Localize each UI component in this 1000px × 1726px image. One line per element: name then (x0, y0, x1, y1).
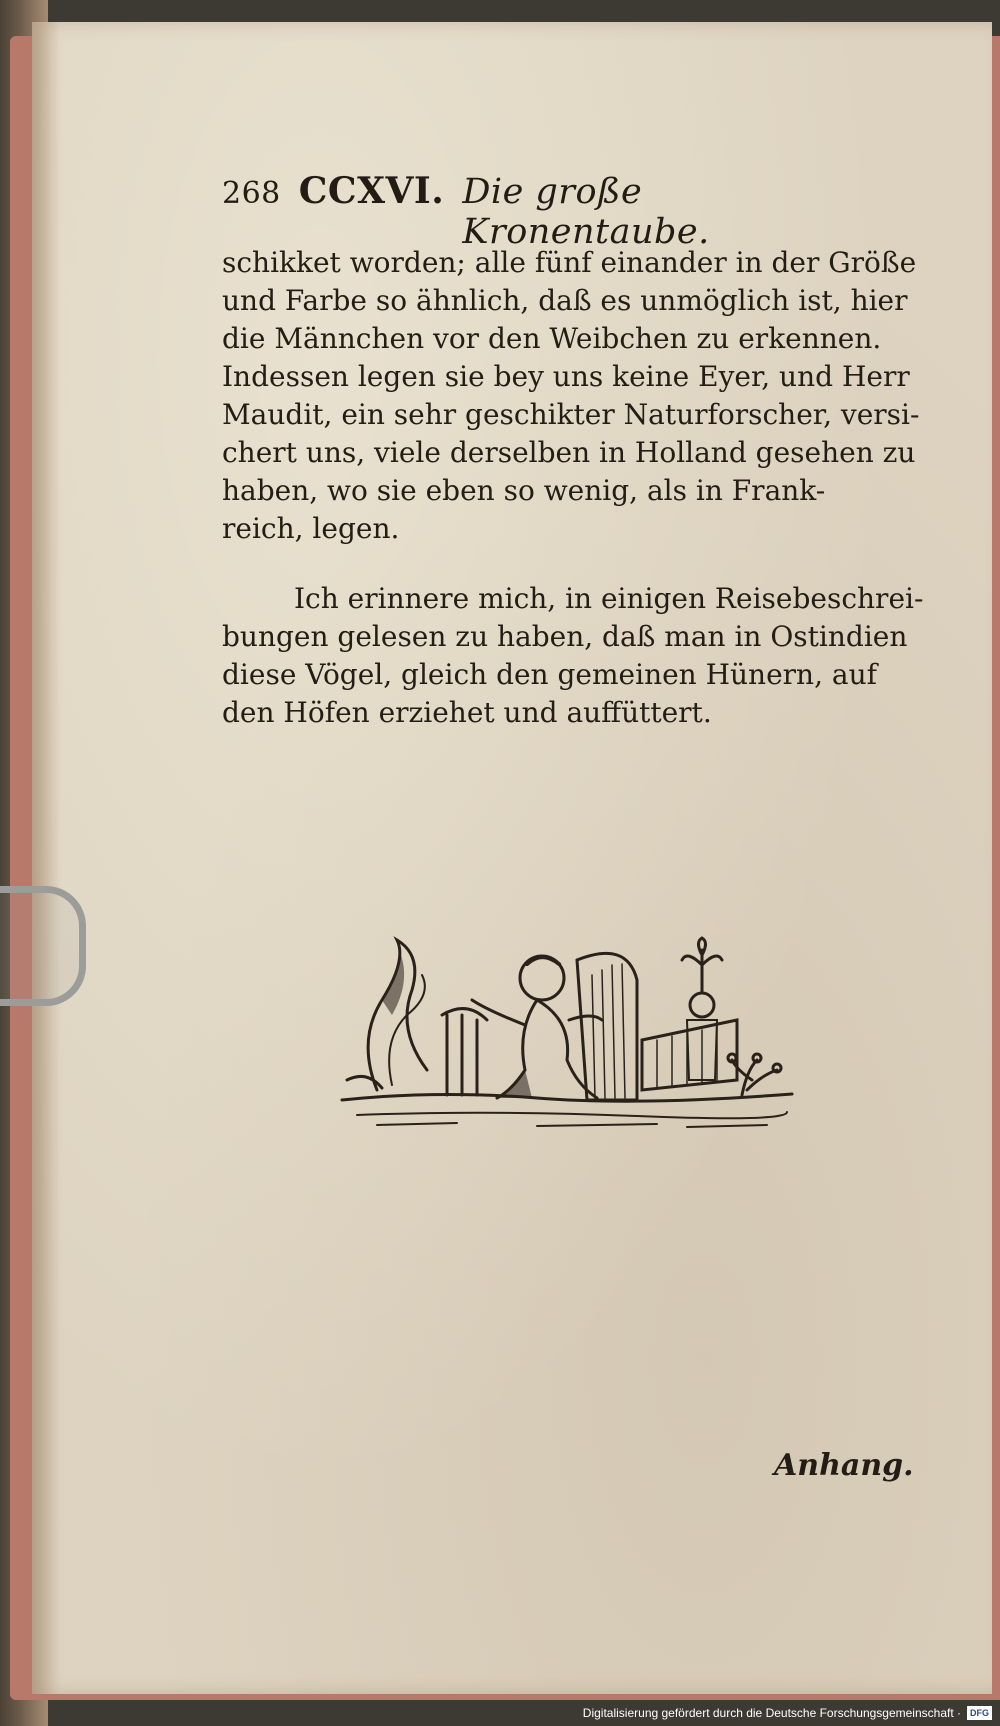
text-line: Indessen legen sie bey uns keine Eyer, und Herr (222, 360, 910, 393)
paragraph-1 (222, 244, 920, 548)
text-line: reich, legen. (222, 512, 400, 545)
text-line: die Männchen vor den Weibchen zu erkennen. (222, 322, 882, 355)
gutter-shade (32, 22, 60, 1694)
text-line: schikket worden; alle fünf einander in der Größe (222, 246, 917, 279)
chapter-number: CCXVI. (298, 170, 445, 212)
running-header (222, 170, 842, 252)
text-line: haben, wo sie eben so wenig, als in Frank- (222, 474, 826, 507)
text-line: Ich erinnere mich, in einigen Reisebeschrei- (294, 582, 924, 615)
text-line: und Farbe so ähnlich, daß es unmöglich ist, hier (222, 284, 908, 317)
chapter-title: Die große Kronentaube. (462, 172, 710, 252)
text-line: den Höfen erziehet und auffüttert. (222, 696, 712, 729)
page-clip-icon (0, 886, 86, 1006)
catchword: Anhang. (774, 1448, 914, 1483)
credit-text: Digitalisierung gefördert durch die Deutsche Forschungsgemeinschaft · (582, 1706, 961, 1720)
woodcut-vignette-icon (337, 920, 797, 1140)
page-number: 268 (222, 176, 281, 211)
text-line: bungen gelesen zu haben, daß man in Ostindien (222, 620, 908, 653)
dfg-logo: DFG (967, 1706, 992, 1720)
text-line: Maudit, ein sehr geschikter Naturforscher, versi- (222, 398, 920, 431)
text-line: diese Vögel, gleich den gemeinen Hünern, auf (222, 658, 877, 691)
text-line: chert uns, viele derselben in Holland gesehen zu (222, 436, 916, 469)
paragraph-2 (222, 580, 924, 732)
digitization-credit (583, 1704, 992, 1722)
